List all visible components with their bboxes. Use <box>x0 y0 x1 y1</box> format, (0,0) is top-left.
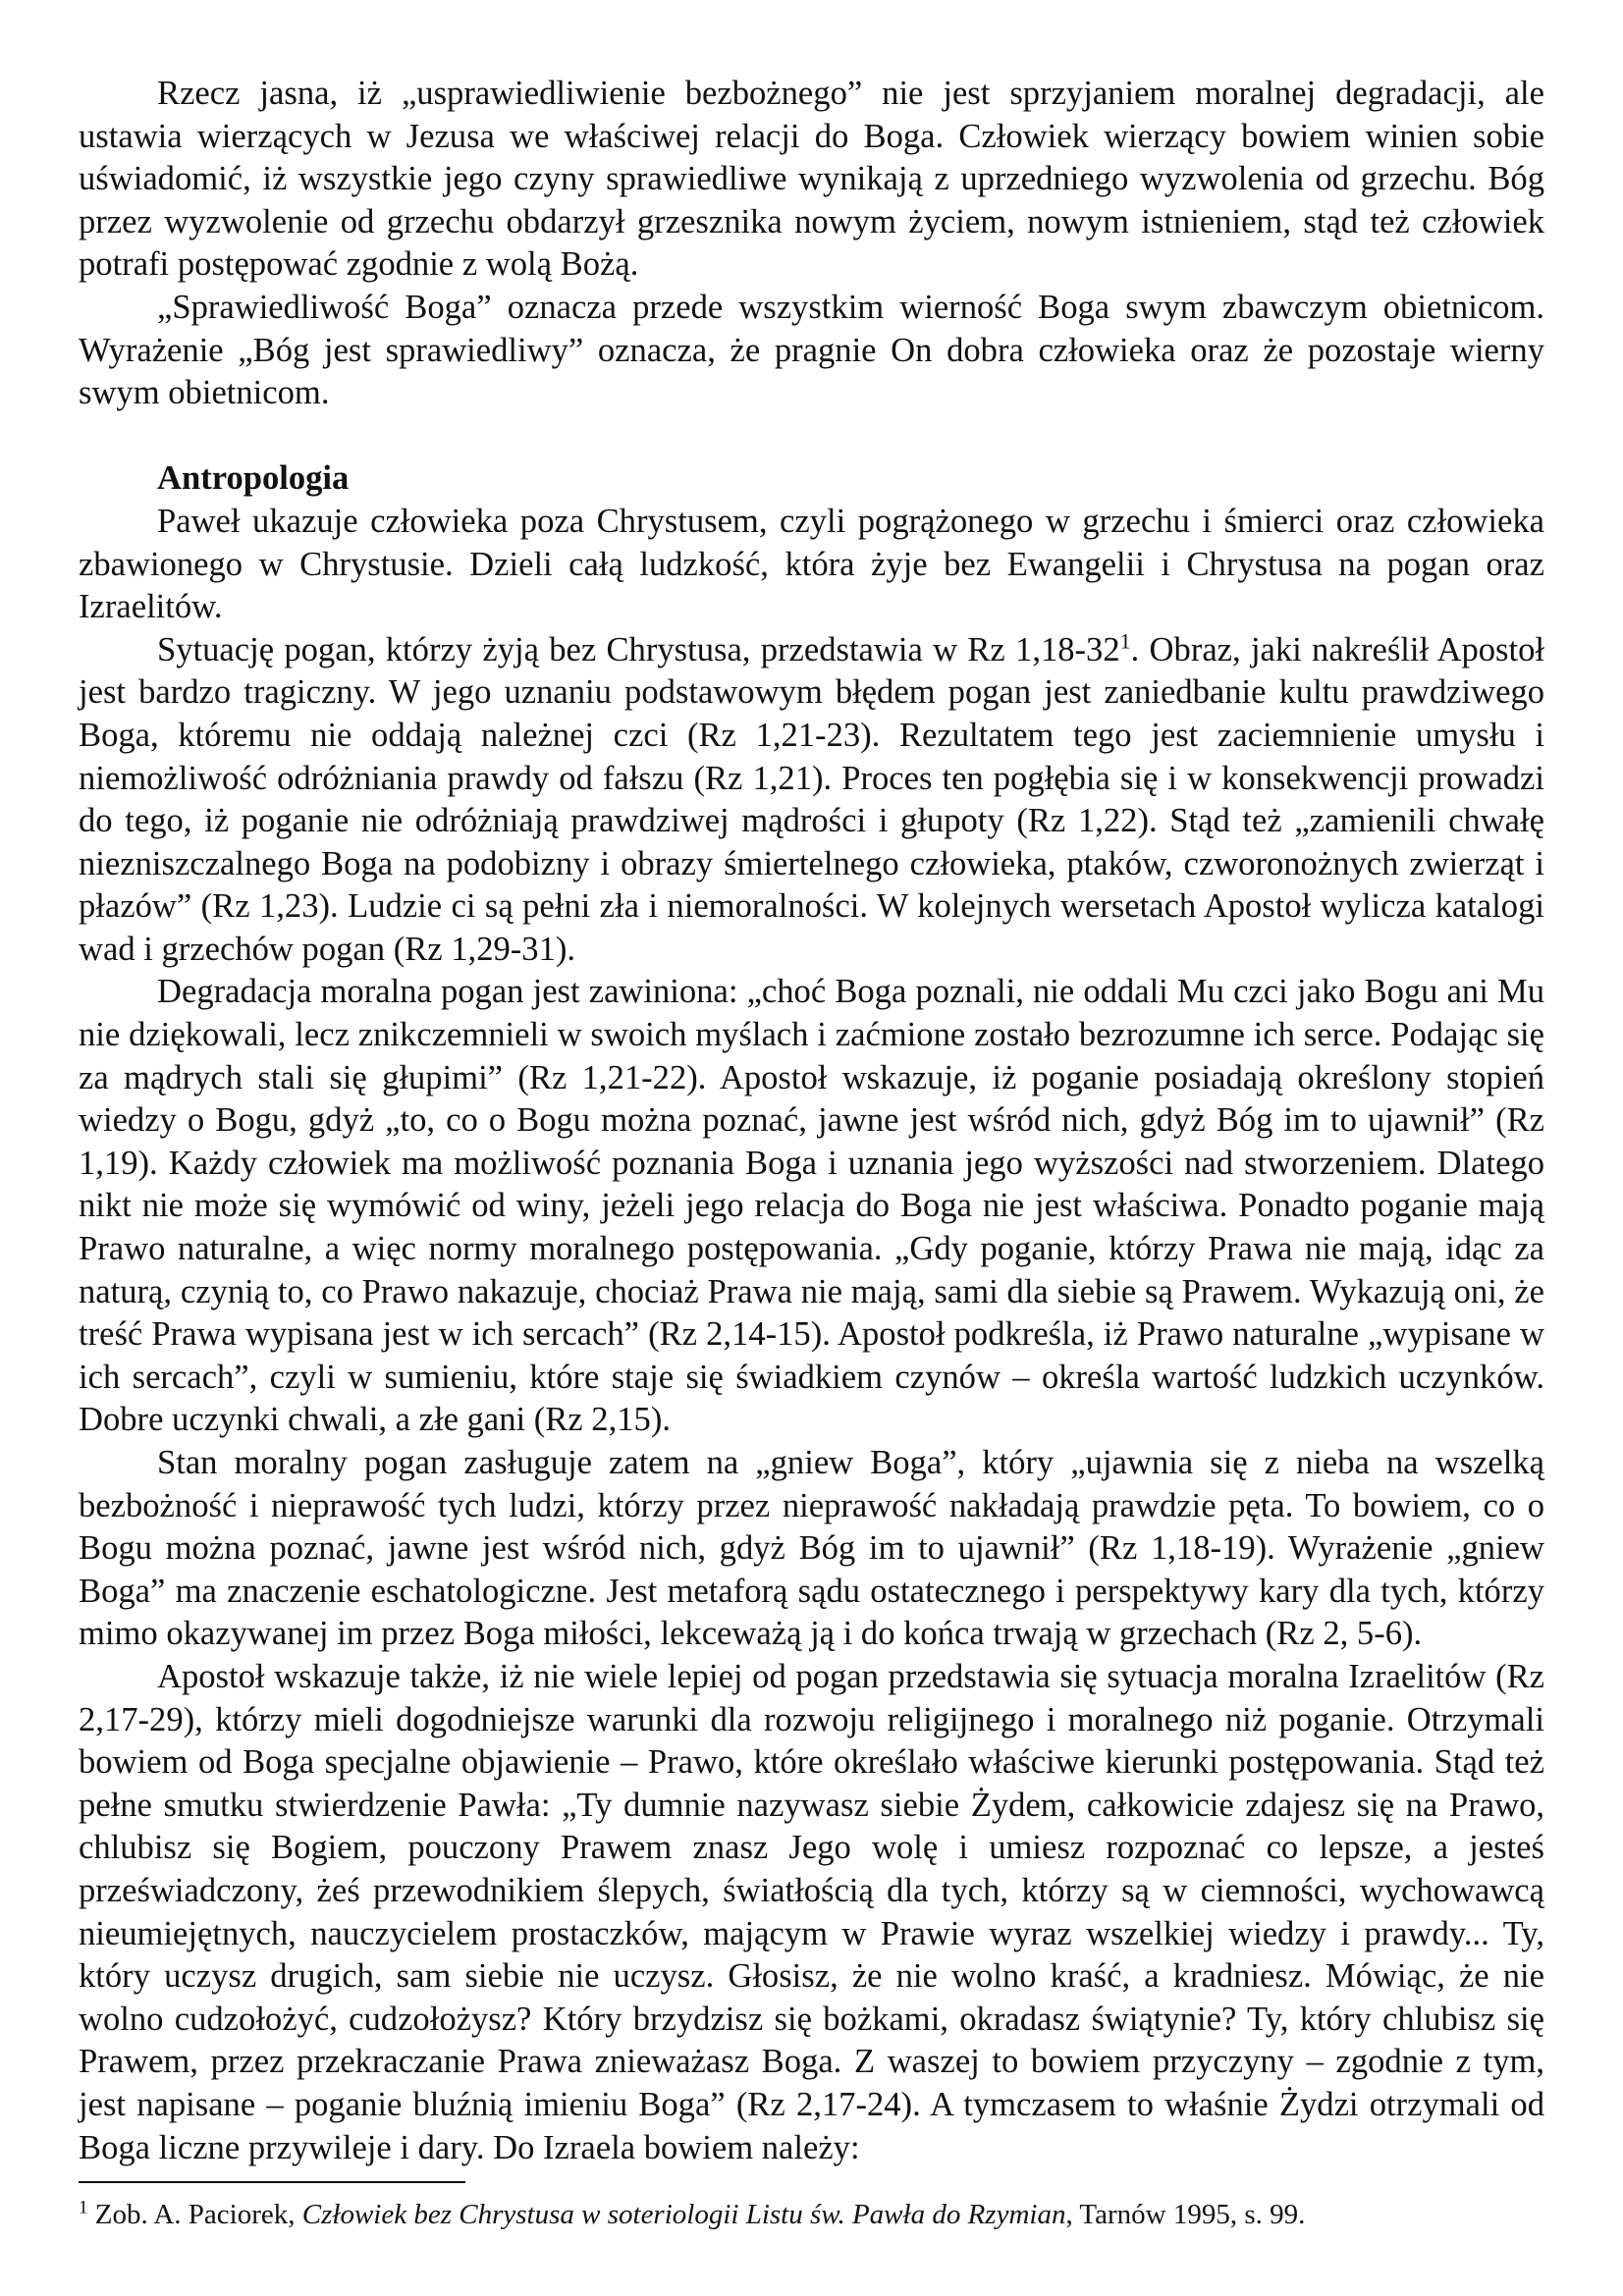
paragraph: Degradacja moralna pogan jest zawiniona: „choć Boga poznali, nie oddali Mu czci jako Bogu ani Mu nie dziękowali, lecz znikczemnieli w swoich myślach i zaćmione zostało bezrozumne ich serce. Podając się za mądrych stali się głupimi” (Rz 1,21-22). Apostoł wskazuje, iż poganie posiadają określony stopień wiedzy o Bogu, gdyż „to, co o Bogu można poznać, jawne jest wśród nich, gdyż Bóg im to ujawnił” (Rz 1,19). Każdy człowiek ma możliwość poznania Boga i uznania jego wyższości nad stworzeniem. Dlatego nikt nie może się wymówić od winy, jeżeli jego relacja do Boga nie jest właściwa. Ponadto poganie mają Prawo naturalne, a więc normy moralnego postępowania. „Gdy poganie, którzy Prawa nie mają, idąc za naturą, czynią to, co Prawo nakazuje, chociaż Prawa nie mają, sami dla siebie są Prawem. Wykazują oni, że treść Prawa wypisana jest w ich sercach” (Rz 2,14-15). Apostoł podkreśla, iż Prawo naturalne „wypisane w ich sercach”, czyli w sumieniu, które staje się świadkiem czynów – określa wartość ludzkich uczynków. Dobre uczynki chwali, a złe gani (Rz 2,15). <box>79 973 1544 1439</box>
footnote-text: , Tarnów 1995, s. 99. <box>1065 2199 1306 2230</box>
paragraph-text: Sytuację pogan, którzy żyją bez Chrystusa, przedstawia w Rz 1,18-32 <box>157 630 1120 668</box>
paragraph: „Sprawiedliwość Boga” oznacza przede wszystkim wierność Boga swym zbawczym obietnicom. Wyrażenie „Bóg jest sprawiedliwy” oznacza, że pragnie On dobra człowieka oraz że pozostaje wierny swym obietnicom. <box>79 288 1544 412</box>
section-heading: Antropologia <box>157 459 350 498</box>
paragraph: Stan moralny pogan zasługuje zatem na „gniew Boga”, który „ujawnia się z nieba na wszelką bezbożność i nieprawość tych ludzi, którzy przez nieprawość nakładają prawdzie pęta. To bowiem, co o Bogu można poznać, jawne jest wśród nich, gdyż Bóg im to ujawnił” (Rz 1,18-19). Wyrażenie „gniew Boga” ma znaczenie eschatologiczne. Jest metaforą sądu ostatecznego i perspektywy kary dla tych, którzy mimo okazywanej im przez Boga miłości, lekceważą ją i do końca trwają w grzechach (Rz 2, 5-6). <box>79 1444 1544 1653</box>
paragraph: Paweł ukazuje człowieka poza Chrystusem, czyli pogrążonego w grzechu i śmierci oraz człowieka zbawionego w Chrystusie. Dzieli całą ludzkość, która żyje bez Ewangelii i Chrystusa na pogan oraz Izraelitów. <box>79 502 1544 626</box>
paragraph-with-footnote <box>79 629 1544 972</box>
document-body <box>79 73 1544 2169</box>
footnote <box>79 2197 1544 2232</box>
footnote-book-title: Człowiek bez Chrystusa w soteriologii Listu św. Pawła do Rzymian <box>301 2199 1066 2230</box>
footnote-separator <box>79 2181 465 2183</box>
footnote-marker: 1 <box>79 2197 88 2218</box>
footnote-text: Zob. A. Paciorek, <box>87 2199 302 2230</box>
paragraph: Apostoł wskazuje także, iż nie wiele lepiej od pogan przedstawia się sytuacja moralna Izraelitów (Rz 2,17-29), którzy mieli dogodniejsze warunki dla rozwoju religijnego i moralnego niż poganie. Otrzymali bowiem od Boga specjalne objawienie – Prawo, które określało właściwe kierunki postępowania. Stąd też pełne smutku stwierdzenie Pawła: „Ty dumnie nazywasz siebie Żydem, całkowicie zdajesz się na Prawo, chlubisz się Bogiem, pouczony Prawem znasz Jego wolę i umiesz rozpoznać co lepsze, a jesteś przeświadczony, żeś przewodnikiem ślepych, światłością dla tych, którzy są w ciemności, wychowawcą nieumiejętnych, nauczycielem prostaczków, mającym w Prawie wyraz wszelkiej wiedzy i prawdy... Ty, który uczysz drugich, sam siebie nie uczysz. Głosisz, że nie wolno kraść, a kradniesz. Mówiąc, że nie wolno cudzołożyć, cudzołożysz? Który brzydzisz się bożkami, okradasz świątynie? Ty, który chlubisz się Prawem, przez przekraczanie Prawa znieważasz Boga. Z waszej to bowiem przyczyny – zgodnie z tym, jest napisane – poganie bluźnią imieniu Boga” (Rz 2,17-24). A tymczasem to właśnie Żydzi otrzymali od Boga liczne przywileje i dary. Do Izraela bowiem należy: <box>79 1657 1544 2166</box>
paragraph: Rzecz jasna, iż „usprawiedliwienie bezbożnego” nie jest sprzyjaniem moralnej degradacji, ale ustawia wierzących w Jezusa we właściwej relacji do Boga. Człowiek wierzący bowiem winien sobie uświadomić, iż wszystkie jego czyny sprawiedliwe wynikają z uprzedniego wyzwolenia od grzechu. Bóg przez wyzwolenie od grzechu obdarzył grzesznika nowym życiem, nowym istnieniem, stąd też człowiek potrafi postępować zgodnie z wolą Bożą. <box>79 75 1544 284</box>
paragraph-text: . Obraz, jaki nakreślił Apostoł jest bardzo tragiczny. W jego uznaniu podstawowym błędem pogan jest zaniedbanie kultu prawdziwego Boga, któremu nie oddają należnej czci (Rz 1,21-23). Rezultatem tego jest zaciemnienie umysłu i niemożliwość odróżniania prawdy od fałszu (Rz 1,21). Proces ten pogłębia się i w konsekwencji prowadzi do tego, iż poganie nie odróżniają prawdziwej mądrości i głupoty (Rz 1,22). Stąd też „zamienili chwałę niezniszczalnego Boga na podobizny i obrazy śmiertelnego człowieka, ptaków, czworonożnych zwierząt i płazów” (Rz 1,23). Ludzie ci są pełni zła i niemoralności. W kolejnych wersetach Apostoł wylicza katalogi wad i grzechów pogan (Rz 1,29-31). <box>79 630 1544 968</box>
footnote-reference[interactable]: 1 <box>1119 628 1131 654</box>
